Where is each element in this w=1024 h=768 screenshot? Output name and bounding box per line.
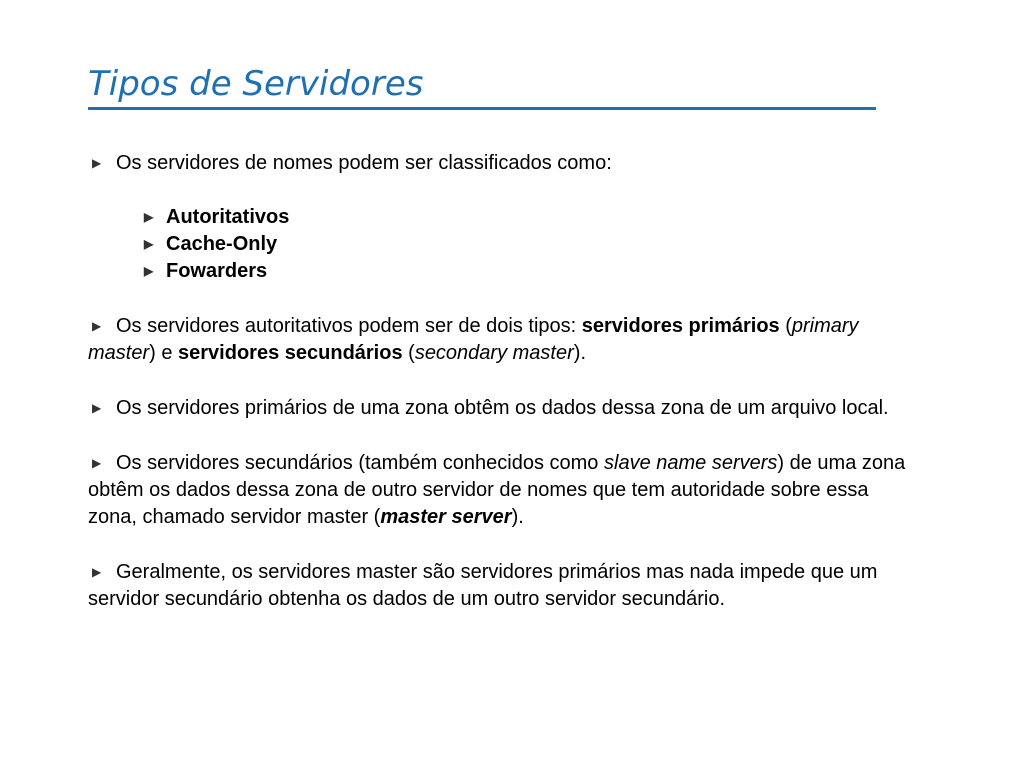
primary-text: Os servidores primários de uma zona obtêm os dados dessa zona de um arquivo local. <box>116 397 889 419</box>
slide-title: Tipos de Servidores <box>88 64 424 104</box>
primary-paragraph <box>88 395 918 422</box>
secondary-master-term: secondary master <box>414 342 574 364</box>
slide-content <box>88 150 918 641</box>
triangle-right-icon: ▶ <box>144 237 154 251</box>
text-run: ) de uma zona obtêm os dados dessa zona de outro servidor de nomes que tem autoridade sobre essa zona, chamado servidor master ( <box>88 452 906 528</box>
triangle-right-icon: ▶ <box>92 401 102 415</box>
general-paragraph <box>88 559 918 613</box>
secondary-servers-term: servidores secundários <box>178 342 403 364</box>
authoritative-paragraph <box>88 313 918 367</box>
triangle-right-icon: ▶ <box>144 210 154 224</box>
text-run: Os servidores secundários (também conhecidos como <box>116 452 604 474</box>
primary-servers-term: servidores primários <box>581 315 780 337</box>
secondary-paragraph <box>88 450 918 531</box>
intro-text: Os servidores de nomes podem ser classificados como: <box>116 152 612 174</box>
list-item <box>140 231 918 258</box>
slave-name-servers-term: slave name servers <box>604 452 778 474</box>
text-run: ( <box>402 342 415 364</box>
intro-paragraph <box>88 150 918 177</box>
triangle-right-icon: ▶ <box>92 565 102 579</box>
general-text: Geralmente, os servidores master são servidores primários mas nada impede que um servidor secundário obtenha os dados de um outro servidor secundário. <box>88 561 878 610</box>
server-type-label: Fowarders <box>166 260 268 282</box>
title-underline <box>88 107 876 110</box>
server-type-label: Cache-Only <box>166 233 278 255</box>
triangle-right-icon: ▶ <box>92 319 102 333</box>
primary-master-term: primary master <box>88 315 859 364</box>
triangle-right-icon: ▶ <box>92 156 102 170</box>
text-run: ). <box>511 506 524 528</box>
list-item <box>140 258 918 285</box>
text-run: ) e <box>149 342 179 364</box>
server-types-list <box>140 204 918 285</box>
triangle-right-icon: ▶ <box>92 456 102 470</box>
text-run: Os servidores autoritativos podem ser de dois tipos: <box>116 315 582 337</box>
text-run: ). <box>573 342 586 364</box>
text-run: ( <box>779 315 792 337</box>
triangle-right-icon: ▶ <box>144 264 154 278</box>
master-server-term: master server <box>380 506 512 528</box>
server-type-label: Autoritativos <box>166 206 290 228</box>
list-item <box>140 204 918 231</box>
